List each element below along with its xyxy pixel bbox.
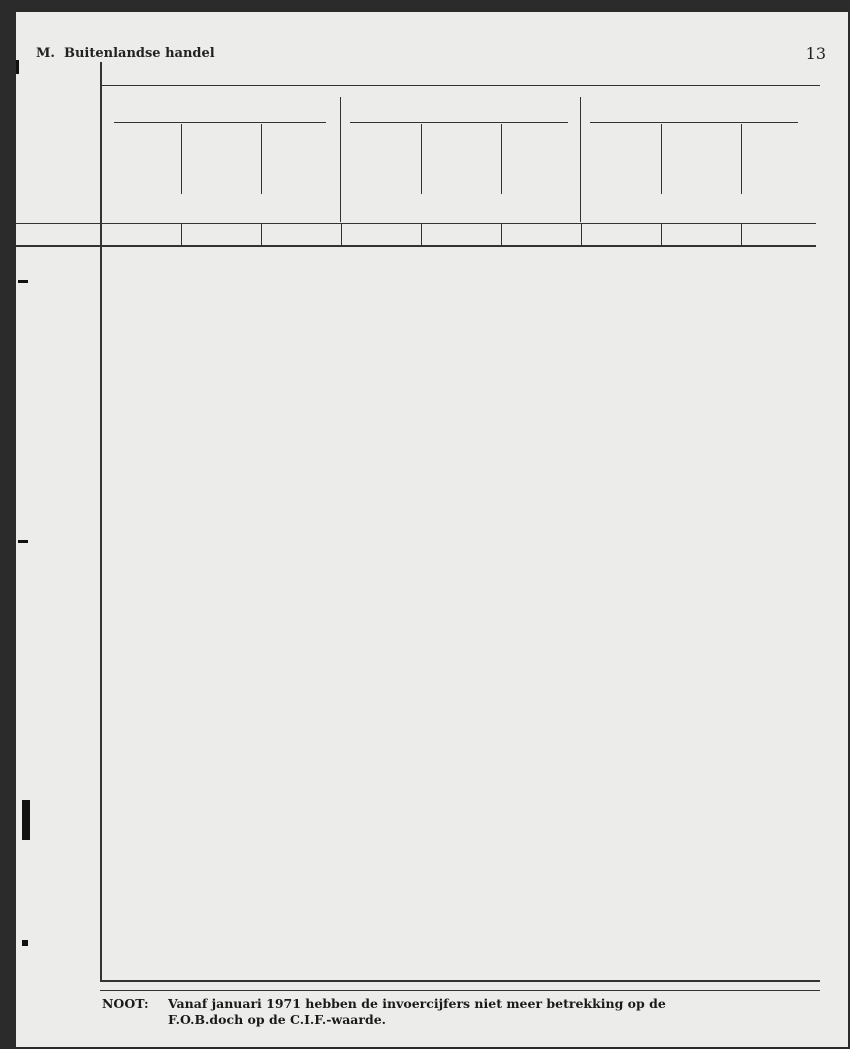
- footnote-line-2: F.O.B.doch op de C.I.F.-waarde.: [168, 1012, 387, 1027]
- col-divider: [741, 124, 742, 194]
- group-divider: [580, 97, 581, 222]
- table-bottom-rule: [100, 980, 820, 982]
- col-divider: [421, 124, 422, 194]
- group-underline: [590, 122, 798, 123]
- group-divider: [340, 97, 341, 222]
- subheader-7: [606, 130, 636, 192]
- footnote-label: NOOT:: [102, 996, 149, 1011]
- footnote-line-1: Vanaf januari 1971 hebben de invoercijfers niet meer betrekking op de: [168, 996, 666, 1011]
- group-underline: [114, 122, 326, 123]
- col-divider: [501, 124, 502, 194]
- subheader-8: [686, 130, 716, 192]
- colnum-divider: [501, 224, 502, 245]
- binding-mark: [18, 280, 28, 283]
- col-divider: [261, 124, 262, 194]
- colnum-top-rule: [16, 223, 816, 224]
- colnum-divider: [181, 224, 182, 245]
- section-letter: M.: [36, 46, 55, 61]
- subheader-4: [366, 130, 396, 192]
- binding-mark: [22, 940, 28, 946]
- colnum-divider: [261, 224, 262, 245]
- subheader-2: [206, 130, 236, 192]
- invoer-rule: [100, 85, 820, 86]
- binding-mark: [18, 540, 28, 543]
- group-underline: [350, 122, 568, 123]
- page-number: 13: [805, 44, 826, 63]
- note-rule: [100, 990, 820, 991]
- table-left-rule: [100, 62, 102, 982]
- subheader-1: [126, 130, 156, 192]
- section-title: Buitenlandse handel: [63, 46, 215, 61]
- section-header: [36, 46, 215, 61]
- colnum-divider: [581, 224, 582, 245]
- document-page: [16, 12, 848, 1047]
- binding-mark: [22, 800, 30, 840]
- col-divider: [181, 124, 182, 194]
- subheader-3: [286, 130, 316, 192]
- colnum-bottom-rule: [16, 245, 816, 247]
- binding-mark: [16, 60, 19, 74]
- subheader-9: [766, 130, 796, 192]
- colnum-divider: [741, 224, 742, 245]
- colnum-divider: [421, 224, 422, 245]
- colnum-divider: [341, 224, 342, 245]
- colnum-divider: [661, 224, 662, 245]
- subheader-6: [526, 130, 556, 192]
- subheader-5: [446, 130, 476, 192]
- col-divider: [661, 124, 662, 194]
